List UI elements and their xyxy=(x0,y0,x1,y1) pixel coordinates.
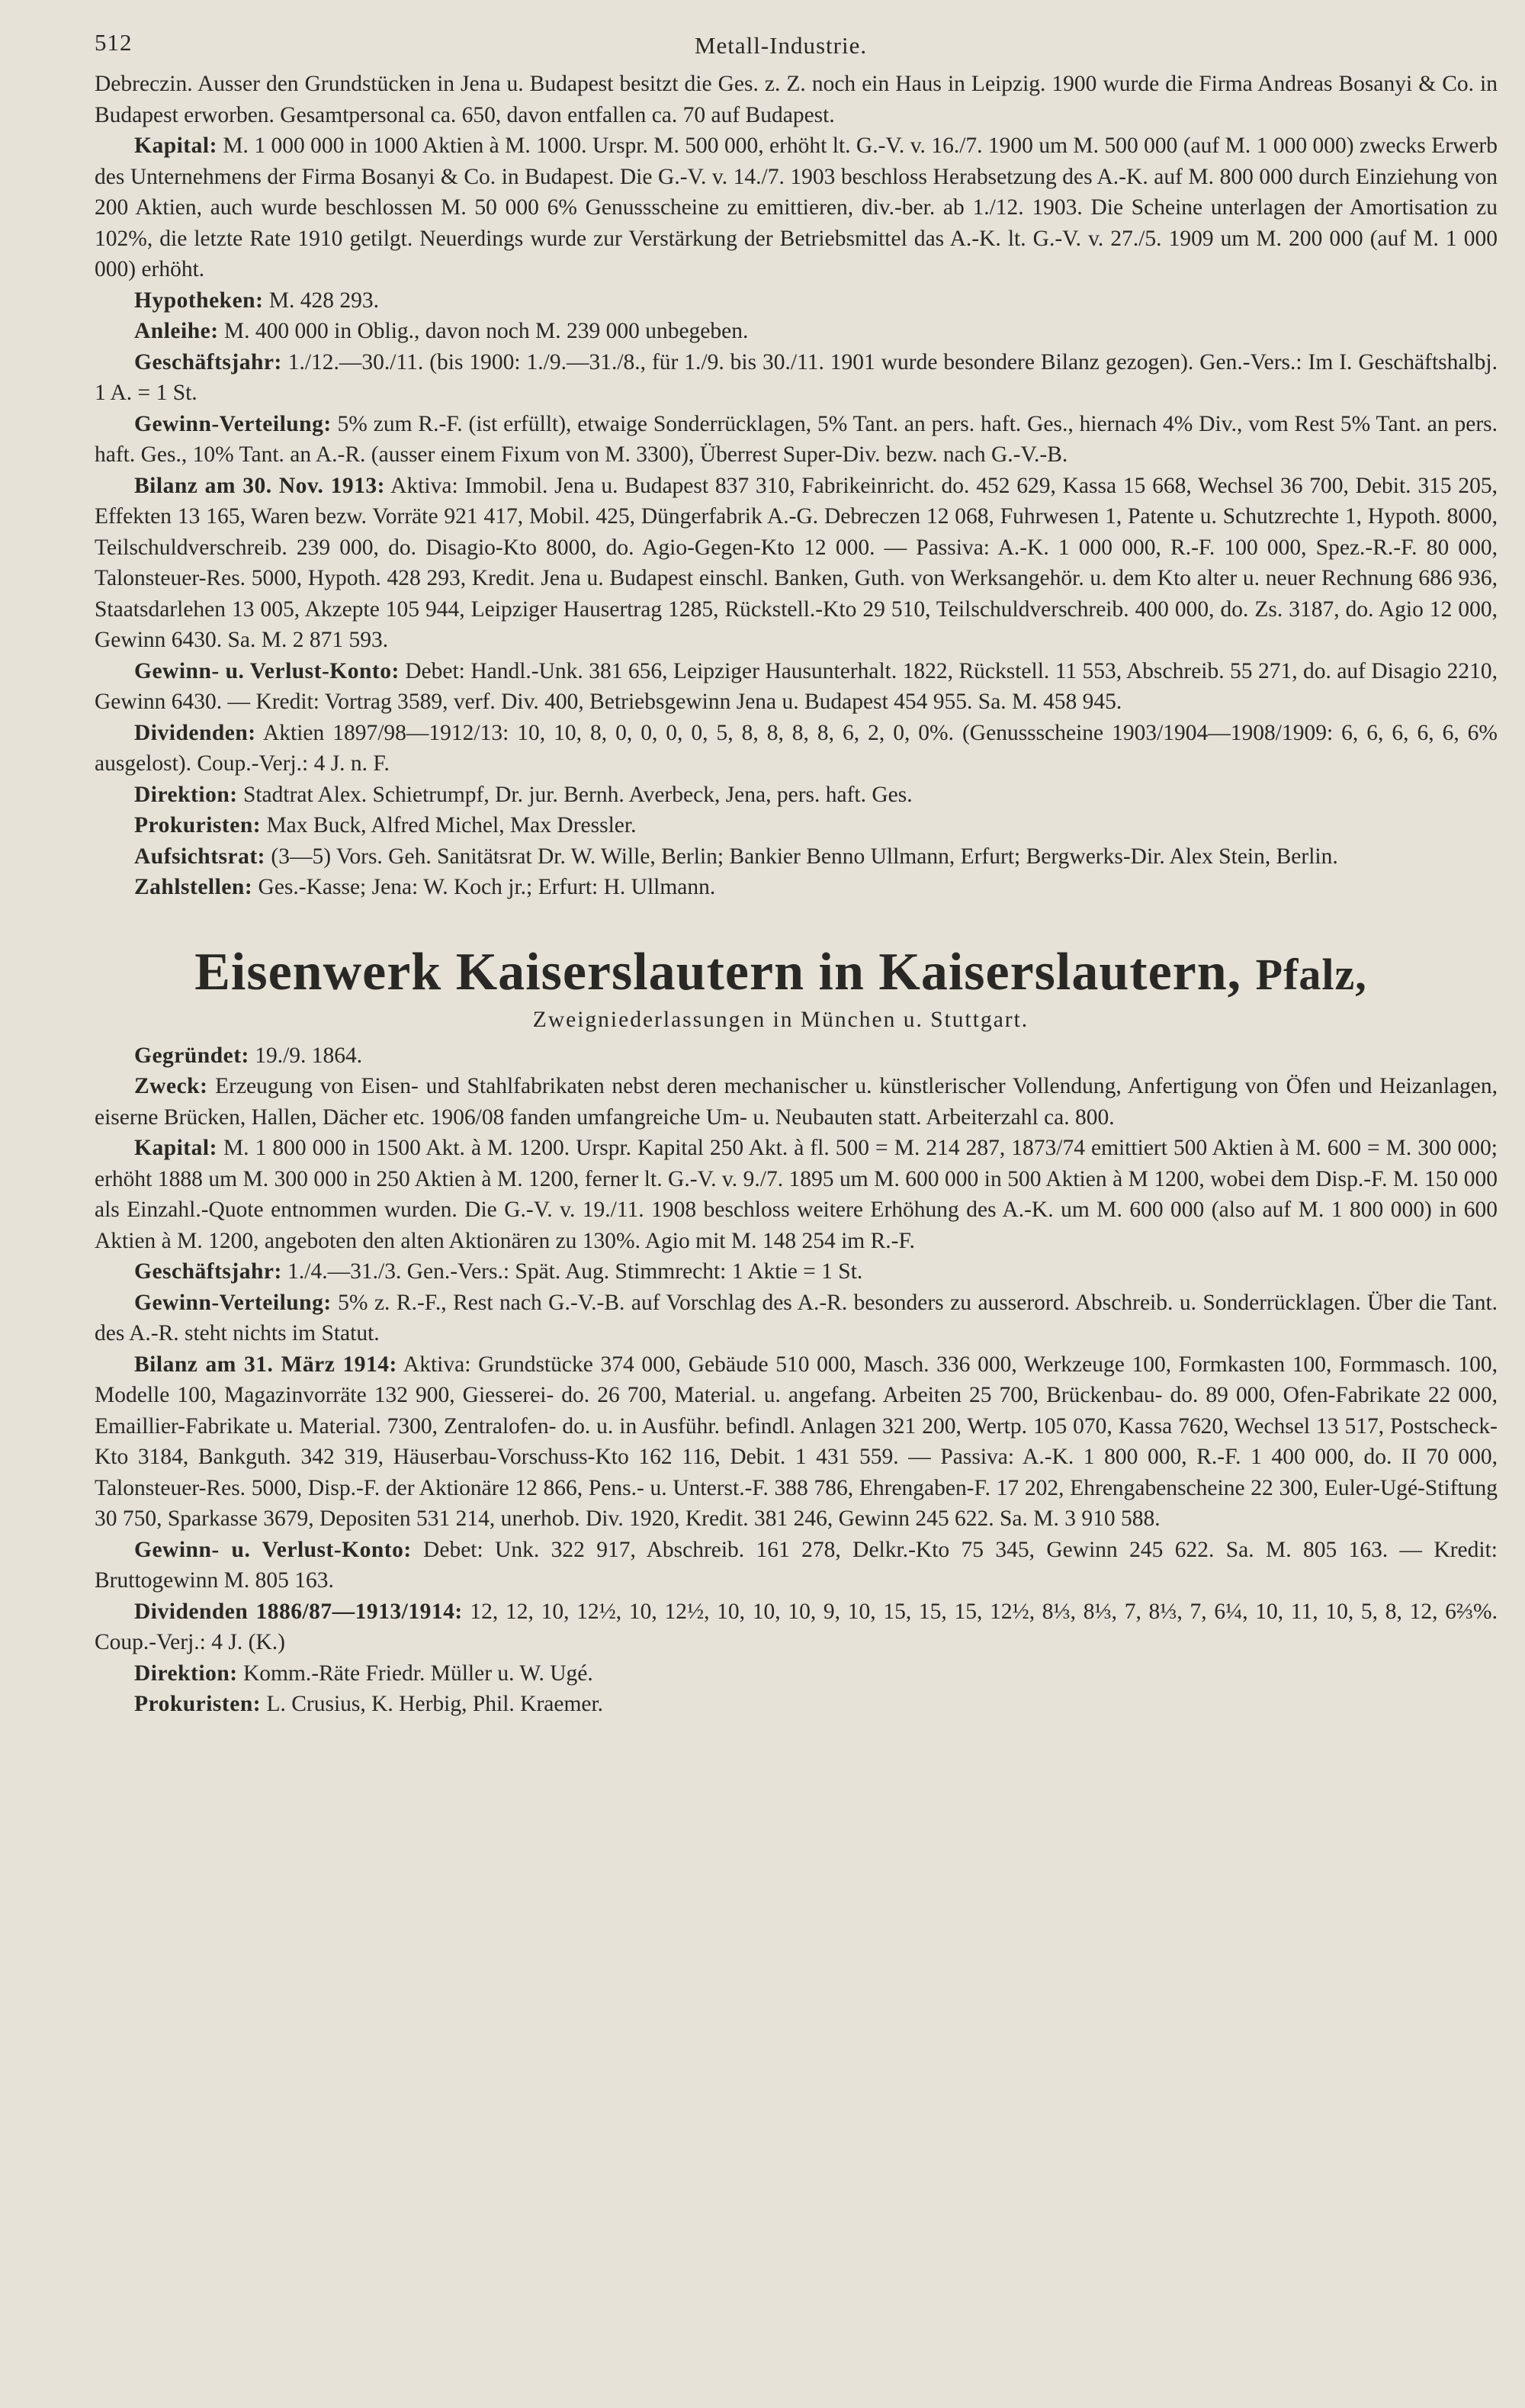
entry-direktion xyxy=(95,780,1498,811)
entry-hypotheken xyxy=(95,285,1498,317)
entry-anleihe xyxy=(95,316,1498,347)
entry-bilanz xyxy=(95,1349,1498,1535)
entry-text: Stadtrat Alex. Schietrumpf, Dr. jur. Bernh. Averbeck, Jena, pers. haft. Ges. xyxy=(242,782,913,807)
entry-label: Gegründet: xyxy=(134,1043,249,1068)
entry-gewinn-verteilung xyxy=(95,409,1498,471)
company-title: Eisenwerk Kaiserslautern in Kaiserslautern, Pfalz, xyxy=(194,942,1367,1001)
entry-label: Kapital: xyxy=(134,133,217,158)
entry-geschaeftsjahr xyxy=(95,347,1498,409)
entry-zweck xyxy=(95,1071,1498,1133)
entry-gegruendet xyxy=(95,1040,1498,1072)
entry-label: Direktion: xyxy=(134,782,238,807)
entry-prokuristen xyxy=(95,1689,1498,1720)
entry-label: Bilanz am 30. Nov. 1913: xyxy=(134,473,385,498)
entry-label: Dividenden 1886/87—1913/1914: xyxy=(134,1599,463,1624)
entry-label: Hypotheken: xyxy=(134,288,264,313)
entry-dividenden xyxy=(95,1596,1498,1658)
entry-label: Direktion: xyxy=(134,1661,238,1686)
page-number: 512 xyxy=(95,29,133,56)
entry-bilanz xyxy=(95,471,1498,656)
entry-text: Ges.-Kasse; Jena: W. Koch jr.; Erfurt: H. Ullmann. xyxy=(258,875,716,899)
entry-text: 1./4.—31./3. Gen.-Vers.: Spät. Aug. Stimmrecht: 1 Aktie = 1 St. xyxy=(287,1259,863,1284)
entry-kapital xyxy=(95,130,1498,285)
entry-label: Anleihe: xyxy=(134,319,219,343)
entry-gewinn-verteilung xyxy=(95,1288,1498,1349)
entry-label: Bilanz am 31. März 1914: xyxy=(134,1352,397,1377)
entry-direktion xyxy=(95,1658,1498,1689)
intro-paragraph: Debreczin. Ausser den Grundstücken in Jena u. Budapest besitzt die Ges. z. Z. noch ein Haus in Leipzig. 1900 wurde die Firma Andreas Bosanyi & Co. in Budapest erworben. Gesamtpersonal ca. 650, davon entfallen ca. 70 auf Budapest. xyxy=(95,72,1498,127)
entry-label: Prokuristen: xyxy=(134,813,262,837)
entry-text: Aktiva: Grundstücke 374 000, Gebäude 510 000, Masch. 336 000, Werkzeuge 100, Formkasten 100, Formmasch. 100, Modelle 100, Magazinvorräte 132 900, Giesserei- do. 26 700, Material. u. angefang. Arbeiten 25 700, Brückenbau- do. 89 000, Ofen-Fabrikate 22 000, Emaillier-Fabrikate u. Material. 7300, Zentralofen- do. u. in Ausführ. befindl. Anlagen 321 200, Wertp. 105 070, Kassa 7620, Wechsel 13 517, Postscheck-Kto 3184, Bankguth. 342 319, Häuserbau-Vorschuss-Kto 162 116, Debit. 1 431 559. — Passiva: A.-K. 1 800 000, R.-F. 1 400 000, do. II 70 000, Talonsteuer-Res. 5000, Disp.-F. der Aktionäre 12 866, Pens.- u. Unterst.-F. 388 786, Ehrengaben-F. 17 202, Ehrengabenscheine 22 300, Euler-Ugé-Stiftung 30 750, Sparkasse 3679, Depositen 531 214, unerhob. Div. 1920, Kredit. 381 246, Gewinn 245 622. Sa. M. 3 910 588. xyxy=(95,1352,1498,1531)
entry-text: M. 1 000 000 in 1000 Aktien à M. 1000. Urspr. M. 500 000, erhöht lt. G.-V. v. 16./7. 1900 um M. 500 000 (auf M. 1 000 000) zwecks Erwerb des Unternehmens der Firma Bosanyi & Co. in Budapest. Die G.-V. v. 14./7. 1903 beschloss Herabsetzung des A.-K. auf M. 800 000 durch Einziehung von 200 Aktien, auch wurde beschlossen M. 50 000 6% Genussscheine zu emittieren, div.-ber. ab 1./12. 1903. Die Scheine unterlagen der Amortisation zu 102%, die letzte Rate 1910 getilgt. Neuerdings wurde zur Verstärkung der Betriebsmittel das A.-K. lt. G.-V. v. 27./5. 1909 um M. 200 000 (auf M. 1 000 000) erhöht. xyxy=(95,133,1498,281)
entry-geschaeftsjahr xyxy=(95,1256,1498,1288)
entry-gewinn-verlust xyxy=(95,1535,1498,1596)
entry-text: 5% zum R.-F. (ist erfüllt), etwaige Sonderrücklagen, 5% Tant. an pers. haft. Ges., hiernach 4% Div., vom Rest 5% Tant. an pers. haft. Ges., 10% Tant. an A.-R. (ausser einem Fixum von M. 3300), Überrest Super-Div. bezw. nach G.-V.-B. xyxy=(95,411,1498,467)
entry-zahlstellen xyxy=(95,872,1498,903)
entry-text: M. 400 000 in Oblig., davon noch M. 239 000 unbegeben. xyxy=(223,319,749,343)
entry-label: Geschäftsjahr: xyxy=(134,1259,282,1284)
entry-text: Max Buck, Alfred Michel, Max Dressler. xyxy=(266,813,637,837)
company-title-suffix: Pfalz, xyxy=(1255,949,1367,999)
entry-label: Kapital: xyxy=(134,1136,217,1160)
running-title: Metall-Industrie. xyxy=(694,32,868,59)
entry-text: Erzeugung von Eisen- und Stahlfabrikaten nebst deren mechanischer u. künstlerischer Vollendung, Anfertigung von Öfen und Heizanlagen, eiserne Brücken, Hallen, Dächer etc. 1906/08 fanden umfangreiche Um- u. Neubauten statt. Arbeiterzahl ca. 800. xyxy=(95,1074,1498,1130)
entry-text: Aktien 1897/98—1912/13: 10, 10, 8, 0, 0, 0, 0, 5, 8, 8, 8, 8, 6, 2, 0, 0%. (Genussscheine 1903/1904—1908/1909: 6, 6, 6, 6, 6, 6% ausgelost). Coup.-Verj.: 4 J. n. F. xyxy=(95,720,1498,776)
entry-label: Dividenden: xyxy=(134,720,256,745)
entry-label: Aufsichtsrat: xyxy=(134,844,266,869)
entry-dividenden xyxy=(95,718,1498,780)
entry-text: (3—5) Vors. Geh. Sanitätsrat Dr. W. Wille, Berlin; Bankier Benno Ullmann, Erfurt; Bergwerks-Dir. Alex Stein, Berlin. xyxy=(271,844,1338,869)
entry-label: Zweck: xyxy=(134,1074,208,1098)
entry-label: Gewinn- u. Verlust-Konto: xyxy=(134,1537,412,1562)
entry-label: Prokuristen: xyxy=(134,1692,262,1716)
entry-kapital xyxy=(95,1133,1498,1256)
entry-prokuristen xyxy=(95,810,1498,841)
bosanyi-section xyxy=(95,69,1498,903)
entry-label: Gewinn- u. Verlust-Konto: xyxy=(134,658,400,683)
entry-gewinn-verlust xyxy=(95,656,1498,718)
entry-text: 1./12.—30./11. (bis 1900: 1./9.—31./8., für 1./9. bis 30./11. 1901 wurde besondere Bilanz gezogen). Gen.-Vers.: Im I. Geschäftshalbj. 1 A. = 1 St. xyxy=(95,349,1498,405)
entry-aufsichtsrat xyxy=(95,841,1498,873)
entry-label: Gewinn-Verteilung: xyxy=(134,411,332,436)
entry-text: 5% z. R.-F., Rest nach G.-V.-B. auf Vorschlag des A.-R. besonders zu ausserord. Abschreib. u. Sonderrücklagen. Über die Tant. des A.-R. steht nichts im Statut. xyxy=(95,1290,1498,1345)
entry-text: Debet: Handl.-Unk. 381 656, Leipziger Hausunterhalt. 1822, Rückstell. 11 553, Abschreib. 55 271, do. auf Disagio 2210, Gewinn 6430. — Kredit: Vortrag 3589, verf. Div. 400, Betriebsgewinn Jena u. Budapest 454 955. Sa. M. 458 945. xyxy=(95,658,1498,714)
entry-text: 19./9. 1864. xyxy=(255,1043,363,1068)
entry-text: Aktiva: Immobil. Jena u. Budapest 837 310, Fabrikeinricht. do. 452 629, Kassa 15 668, Wechsel 36 700, Debit. 315 205, Effekten 13 165, Waren bezw. Vorräte 921 417, Mobil. 425, Düngerfabrik A.-G. Debreczen 12 068, Fuhrwesen 1, Patente u. Schutzrechte 1, Hypoth. 8000, Teilschuldverschreib. 239 000, do. Disagio-Kto 8000, do. Agio-Gegen-Kto 12 000. — Passiva: A.-K. 1 000 000, R.-F. 100 000, Spez.-R.-F. 80 000, Talonsteuer-Res. 5000, Hypoth. 428 293, Kredit. Jena u. Budapest einschl. Banken, Guth. von Werksangehör. u. dem Kto alter u. neuer Rechnung 686 936, Staatsdarlehen 13 005, Akzepte 105 944, Leipziger Hausertrag 1285, Rückstell.-Kto 29 510, Teilschuldverschreib. 400 000, do. Zs. 3187, do. Agio 12 000, Gewinn 6430. Sa. M. 2 871 593. xyxy=(95,473,1498,652)
company-subtitle: Zweigniederlassungen in München u. Stuttgart. xyxy=(532,1007,1029,1032)
entry-label: Zahlstellen: xyxy=(134,875,253,899)
entry-text: L. Crusius, K. Herbig, Phil. Kraemer. xyxy=(266,1692,604,1716)
entry-label: Gewinn-Verteilung: xyxy=(134,1290,332,1315)
eisenwerk-section xyxy=(95,1040,1498,1720)
entry-text: Debet: Unk. 322 917, Abschreib. 161 278, Delkr.-Kto 75 345, Gewinn 245 622. Sa. M. 805 163. — Kredit: Bruttogewinn M. 805 163. xyxy=(95,1537,1498,1593)
entry-text: M. 1 800 000 in 1500 Akt. à M. 1200. Urspr. Kapital 250 Akt. à fl. 500 = M. 214 287, 1873/74 emittiert 500 Aktien à M. 600 = M. 300 000; erhöht 1888 um M. 300 000 in 250 Aktien à M. 1200, ferner lt. G.-V. v. 9./7. 1895 um M. 600 000 in 500 Aktien à M 1200, wobei dem Disp.-F. M. 150 000 als Einzahl.-Quote entnommen wurden. Die G.-V. v. 19./11. 1908 beschloss weitere Erhöhung des A.-K. um M. 600 000 (also auf M. 1 800 000) in 600 Aktien à M. 1200, angeboten den alten Aktionären zu 130%. Agio mit M. 148 254 im R.-F. xyxy=(95,1136,1498,1253)
entry-text: Komm.-Räte Friedr. Müller u. W. Ugé. xyxy=(242,1661,593,1686)
entry-label: Geschäftsjahr: xyxy=(134,349,282,375)
entry-text: M. 428 293. xyxy=(268,288,380,313)
entry-text: 12, 12, 10, 12½, 10, 12½, 10, 10, 10, 9, 10, 15, 15, 15, 12½, 8⅓, 8⅓, 7, 8⅓, 7, 6¼, 10, 11, 10, 5, 8, 12, 6⅔%. Coup.-Verj.: 4 J. (K.) xyxy=(95,1599,1498,1654)
page-header xyxy=(95,21,1498,69)
